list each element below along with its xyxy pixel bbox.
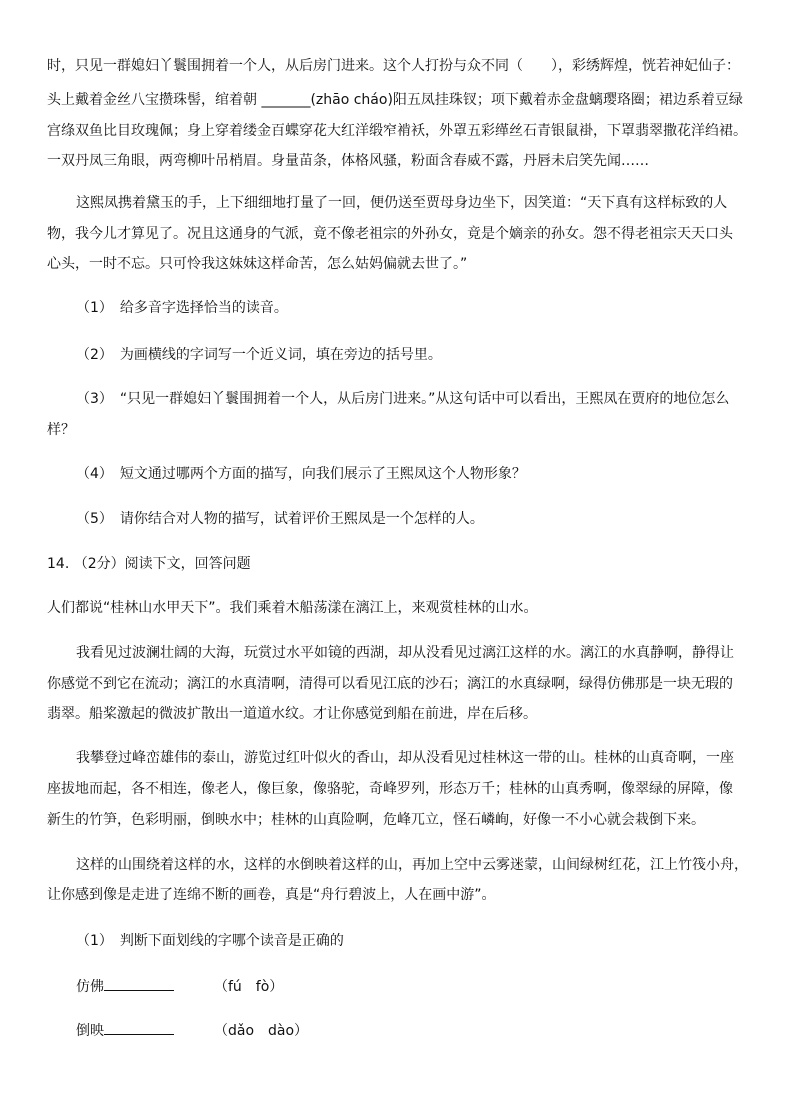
answer-blank[interactable] [104,1020,174,1035]
q14-para3-line-1: 这样的山围绕着这样的水，这样的水倒映着这样的山，再加上空中云雾迷蒙，山间绿树红花，江上竹筏小舟， [76,857,748,873]
q14-para1-line-1: 我看见过波澜壮阔的大海，玩赏过水平如镜的西湖，却从没看见过漓江这样的水。漓江的水真静啊，静得让 [76,645,734,661]
question-3-cont: 样？ [47,422,75,438]
passage1-para2-line-3: 心头，一时不忘。只可怜我这妹妹这样命苦，怎么姑妈偏就去世了。” [47,256,468,272]
question-1: （1） 给多音字选择恰当的读音。 [76,300,288,316]
pinyin-word: 倒映 [76,1023,104,1039]
passage1-para2-line-1: 这熙凤携着黛玉的手，上下细细地打量了一回，便仍送至贾母身边坐下，因笑道：“天下真有这样标致的人 [76,195,728,211]
passage1-line-3: 宫绦双鱼比目玫瑰佩；身上穿着缕金百蝶穿花大红洋缎窄褃袄，外罩五彩缂丝石青银鼠褂，下罩翡翠撒花洋绉裙。 [47,123,747,139]
question-5: （5） 请你结合对人物的描写，试着评价王熙凤是一个怎样的人。 [76,511,484,527]
question14-intro: 人们都说“桂林山水甲天下”。我们乘着木船荡漾在漓江上，来观赏桂林的山水。 [47,600,538,616]
q14-para2-line-1: 我攀登过峰峦雄伟的泰山，游览过红叶似火的香山，却从没看见过桂林这一带的山。桂林的山真奇啊，一座 [76,750,734,766]
q14-sub-question-1: （1） 判断下面划线的字哪个读音是正确的 [76,933,344,949]
pinyin-options: （fú fò） [214,979,284,995]
pinyin-item [76,976,283,996]
passage1-para2-line-2: 物，我今儿才算见了。况且这通身的气派，竟不像老祖宗的外孙女，竟是个嫡亲的孙女。怨不得老祖宗天天口头 [47,226,733,242]
question-2: （2） 为画横线的字词写一个近义词，填在旁边的括号里。 [76,347,442,363]
pinyin-item [76,1020,308,1040]
question-4: （4） 短文通过哪两个方面的描写，向我们展示了王熙凤这个人物形象？ [76,466,526,482]
passage1-line-2: 头上戴着金丝八宝攒珠髻，绾着朝 _______(zhāo cháo)阳五凤挂珠钗；项下戴着赤金盘螭璎珞圈；裙边系着豆绿 [47,92,743,108]
pinyin-word: 仿佛 [76,979,104,995]
answer-blank[interactable] [104,976,174,991]
passage1-line-4: 一双丹凤三角眼，两弯柳叶吊梢眉。身量苗条，体格风骚，粉面含春威不露，丹唇未启笑先闻…… [47,153,649,169]
question14-heading: 14. （2分）阅读下文，回答问题 [47,556,251,572]
q14-para3-line-2: 让你感到像是走进了连绵不断的画卷，真是“舟行碧波上，人在画中游”。 [47,887,496,903]
q14-para2-line-3: 新生的竹笋，色彩明丽，倒映水中；桂林的山真险啊，危峰兀立，怪石嶙峋，好像一不小心就会栽倒下来。 [47,812,705,828]
q14-para1-line-2: 你感觉不到它在流动；漓江的水真清啊，清得可以看见江底的沙石；漓江的水真绿啊，绿得仿佛那是一块无瑕的 [47,676,733,692]
passage1-line-1: 时，只见一群媳妇丫鬟围拥着一个人，从后房门进来。这个人打扮与众不同（ ），彩绣辉煌，恍若神妃仙子： [47,58,740,74]
pinyin-options: （dǎo dào） [214,1023,309,1039]
question-3: （3） “只见一群媳妇丫鬟围拥着一个人，从后房门进来。”从这句话中可以看出，王熙凤在贾府的地位怎么 [76,391,730,407]
q14-para2-line-2: 座拔地而起，各不相连，像老人，像巨象，像骆驼，奇峰罗列，形态万千；桂林的山真秀啊，像翠绿的屏障，像 [47,781,733,797]
q14-para1-line-3: 翡翠。船桨激起的微波扩散出一道道水纹。才让你感觉到船在前进，岸在后移。 [47,706,537,722]
